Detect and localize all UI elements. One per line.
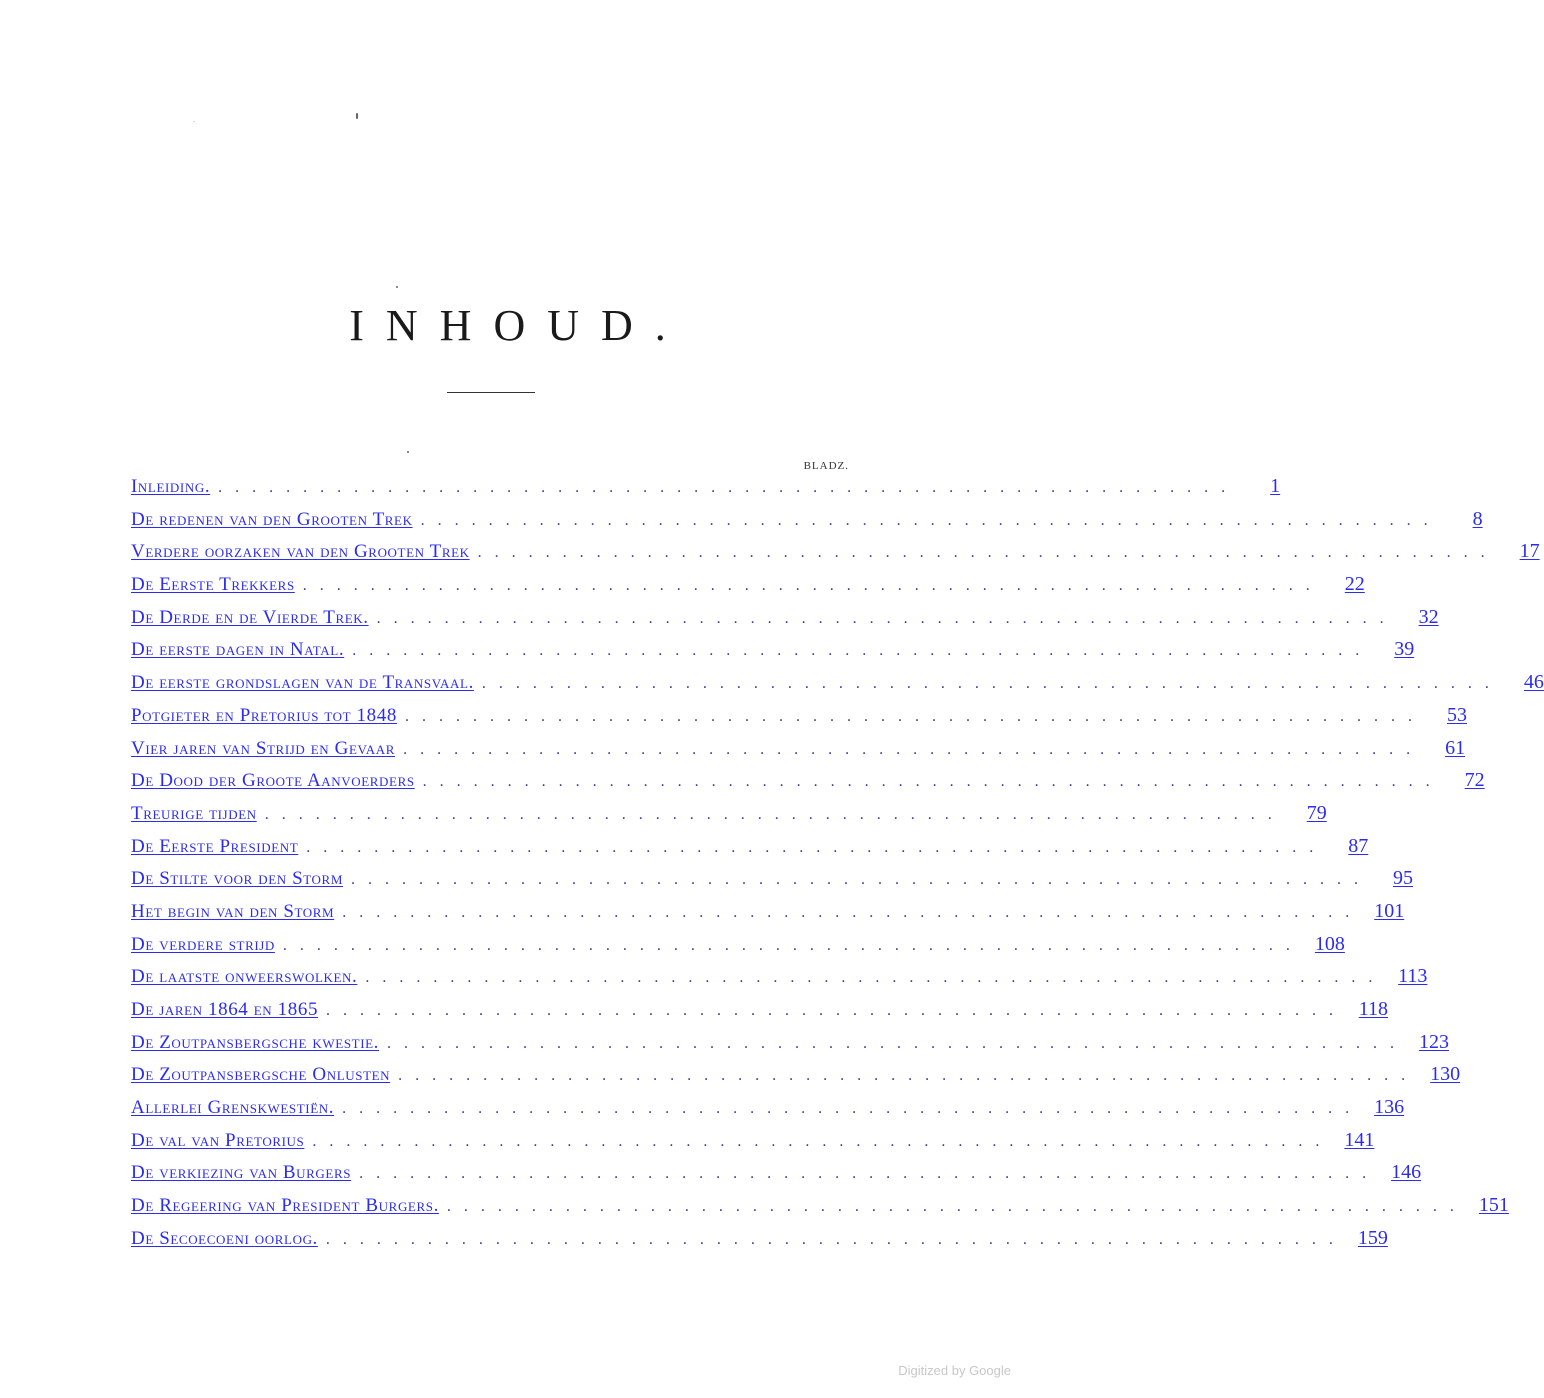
toc-entry-title-link[interactable]: De Stilte voor den Storm — [131, 868, 343, 890]
toc-entry-page-link[interactable]: 118 — [1358, 998, 1389, 1020]
toc-entry-title-link[interactable]: Het begin van den Storm — [131, 900, 335, 922]
toc-entry-title-link[interactable]: De jaren 1864 en 1865 — [131, 999, 319, 1020]
toc-entry — [131, 801, 1327, 835]
toc-entry-page-link[interactable]: 108 — [1314, 932, 1345, 955]
toc-entry — [131, 998, 1389, 1031]
toc-entry-title-link[interactable]: De Zoutpansbergsche kwestie. — [131, 1031, 380, 1053]
toc-entry — [131, 1096, 1405, 1129]
title-rule — [447, 392, 535, 393]
toc-entry-title-link[interactable]: Verdere oorzaken van den Grooten Trek — [131, 541, 470, 563]
toc-entry-title-link[interactable]: De Regeering van President Burgers. — [131, 1195, 439, 1217]
dot-leader: ............................................................ — [342, 903, 1363, 921]
toc-entry-page-link[interactable]: 8 — [1472, 507, 1483, 530]
toc-entry-page-link[interactable]: 113 — [1398, 965, 1428, 988]
toc-entry — [131, 703, 1467, 737]
toc-entry-page-link[interactable]: 146 — [1391, 1161, 1422, 1184]
toc-entry — [131, 867, 1413, 900]
dot-leader: ............................................................ — [302, 577, 1323, 595]
toc-entry — [131, 1226, 1388, 1260]
toc-entry-page-link[interactable]: 61 — [1445, 736, 1466, 759]
toc-entry-title-link[interactable]: Potgieter en Pretorius tot 1848 — [131, 704, 397, 726]
toc-entry-page-link[interactable]: 95 — [1392, 867, 1413, 890]
toc-entry-title-link[interactable]: De val van Pretorius — [131, 1129, 305, 1151]
paper-speck — [407, 451, 409, 453]
toc-entry — [131, 638, 1415, 671]
toc-entry — [131, 965, 1428, 998]
toc-entry-title-link[interactable]: De Eerste President — [131, 835, 299, 857]
toc-entry-page-link[interactable]: 72 — [1464, 769, 1485, 792]
toc-entry — [131, 1030, 1450, 1064]
toc-entry — [131, 1128, 1375, 1162]
toc-entry-title-link[interactable]: De verdere strijd — [131, 933, 275, 955]
table-of-contents — [131, 475, 1544, 1260]
toc-entry-page-link[interactable]: 53 — [1446, 703, 1467, 726]
toc-entry-title-link[interactable]: De redenen van den Grooten Trek — [131, 508, 413, 530]
toc-entry-page-link[interactable]: 151 — [1478, 1194, 1509, 1217]
toc-entry-page-link[interactable]: 17 — [1519, 540, 1540, 563]
toc-entry-title-link[interactable]: De Derde en de Vierde Trek. — [131, 606, 369, 628]
toc-entry — [131, 540, 1540, 573]
dot-leader: ............................................................ — [422, 773, 1443, 791]
dot-leader: ............................................................ — [387, 1034, 1408, 1052]
dot-leader: ............................................................ — [342, 1100, 1363, 1118]
toc-entry — [131, 1161, 1422, 1194]
dot-leader: ............................................................ — [481, 675, 1502, 693]
toc-entry — [131, 769, 1485, 802]
toc-entry-title-link[interactable]: De Eerste Trekkers — [131, 574, 295, 596]
dot-leader: ............................................................ — [326, 1002, 1347, 1019]
toc-entry-page-link[interactable]: 32 — [1418, 605, 1439, 628]
dot-leader: ............................................................ — [365, 969, 1386, 987]
toc-entry — [131, 573, 1365, 606]
toc-entry-page-link[interactable]: 22 — [1344, 573, 1365, 596]
dot-leader: ............................................................ — [282, 936, 1303, 954]
page-title: INHOUD. — [349, 301, 688, 350]
toc-entry-title-link[interactable]: Allerlei Grenskwestiën. — [131, 1097, 335, 1119]
toc-entry — [131, 1194, 1509, 1227]
toc-entry — [131, 736, 1466, 770]
toc-entry-page-link[interactable]: 136 — [1374, 1096, 1405, 1119]
dot-leader: ............................................................ — [352, 642, 1373, 660]
digitized-watermark: Digitized by Google — [898, 1363, 1011, 1378]
toc-entry-title-link[interactable]: De verkiezing van Burgers — [131, 1162, 352, 1184]
paper-speck — [396, 286, 398, 288]
dot-leader: ............................................................ — [325, 1230, 1346, 1248]
toc-entry-page-link[interactable]: 79 — [1306, 801, 1327, 824]
toc-entry-title-link[interactable]: De Secoecoeni oorlog. — [131, 1227, 318, 1249]
dot-leader: ............................................................ — [359, 1165, 1380, 1183]
toc-entry — [131, 475, 1281, 508]
toc-entry — [131, 899, 1405, 933]
dot-leader: ............................................................ — [376, 609, 1397, 627]
dot-leader: ............................................................ — [264, 805, 1285, 823]
toc-entry-page-link[interactable]: 159 — [1357, 1226, 1388, 1249]
toc-entry-title-link[interactable]: De Zoutpansbergsche Onlusten — [131, 1064, 391, 1086]
dot-leader: ............................................................ — [312, 1132, 1333, 1150]
toc-entry-page-link[interactable]: 101 — [1374, 899, 1405, 922]
toc-entry — [131, 834, 1369, 868]
toc-entry-title-link[interactable]: Inleiding. — [131, 476, 211, 497]
toc-entry-page-link[interactable]: 130 — [1430, 1063, 1461, 1086]
toc-entry-title-link[interactable]: Vier jaren van Strijd en Gevaar — [131, 737, 396, 759]
toc-entry-page-link[interactable]: 141 — [1344, 1128, 1375, 1151]
toc-entry — [131, 605, 1439, 639]
toc-entry-page-link[interactable]: 87 — [1348, 834, 1369, 857]
toc-entry — [131, 671, 1544, 704]
toc-entry — [131, 1063, 1461, 1096]
toc-entry-title-link[interactable]: De laatste onweerswolken. — [131, 966, 358, 988]
toc-entry — [131, 507, 1483, 541]
toc-entry — [131, 932, 1345, 966]
toc-entry-title-link[interactable]: De Dood der Groote Aanvoerders — [131, 770, 415, 792]
dot-leader: ............................................................ — [404, 707, 1425, 725]
toc-entry-title-link[interactable]: De eerste grondslagen van de Transvaal. — [131, 672, 474, 694]
dot-leader: ............................................................ — [446, 1198, 1467, 1216]
toc-entry-page-link[interactable]: 123 — [1419, 1030, 1450, 1053]
toc-entry-page-link[interactable]: 39 — [1394, 638, 1415, 661]
dot-leader: ............................................................ — [306, 838, 1327, 856]
toc-entry-page-link[interactable]: 46 — [1523, 671, 1544, 694]
toc-entry-page-link[interactable]: 1 — [1270, 475, 1281, 497]
paper-speck — [193, 121, 195, 122]
dot-leader: ............................................................ — [420, 511, 1441, 529]
page-column-header: BLADZ. — [803, 460, 849, 472]
dot-leader: ............................................................ — [403, 740, 1424, 758]
paper-speck — [356, 113, 358, 119]
dot-leader: ............................................................ — [218, 479, 1239, 496]
dot-leader: ............................................................ — [477, 544, 1498, 562]
toc-entry-title-link[interactable]: Treurige tijden — [131, 802, 257, 824]
dot-leader: ............................................................ — [350, 871, 1371, 889]
dot-leader: ............................................................ — [398, 1067, 1419, 1085]
toc-entry-title-link[interactable]: De eerste dagen in Natal. — [131, 639, 345, 661]
